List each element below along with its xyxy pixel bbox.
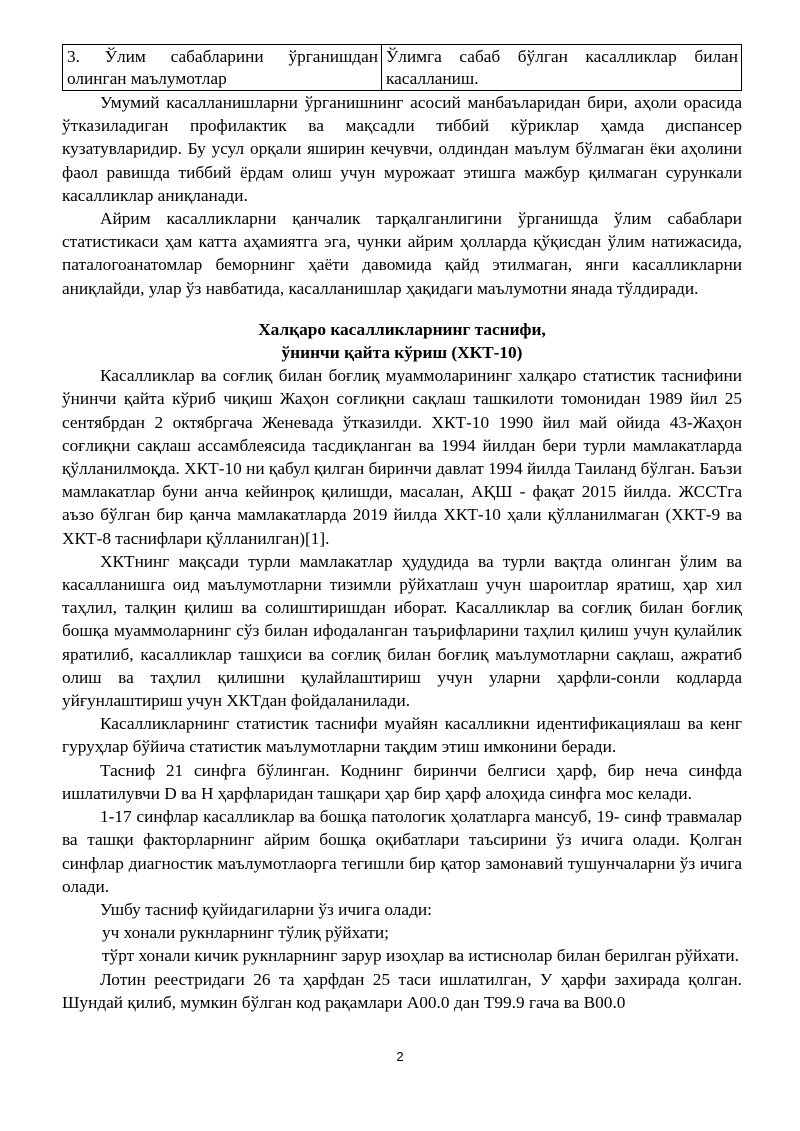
table-cell-source: 3. Ўлим сабабларини ўрганишдан олинган маълумотлар bbox=[63, 45, 382, 91]
section-heading bbox=[62, 318, 742, 364]
table-cell-result: Ўлимга сабаб бўлган касалликлар билан касалланиш. bbox=[382, 45, 742, 91]
paragraph: Айрим касалликларни қанчалик тарқалганлигини ўрганишда ўлим сабаблари статистикаси ҳам катта аҳамиятга эга, чунки айрим ҳолларда қўқисдан ўлим натижасида, паталогоанатомлар беморнинг ҳаёти давомида қайд этилмаган, янги касалликларни аниқлайди, улар ўз навбатида, касалланишлар ҳақидаги маълумотни янада тўлдиради. bbox=[62, 209, 742, 298]
paragraph: 1-17 синфлар касалликлар ва бошқа патологик ҳолатларга мансуб, 19- синф травмалар ва ташқи факторларнинг айрим бошқа оқибатлари таъсирини ўз ичига олади. Қолган синфлар диагностик маълумотлаорга тегишли бир қатор замонавий тушунчаларни ўз ичига олади. bbox=[62, 807, 742, 896]
page-number: 2 bbox=[396, 1049, 404, 1064]
list-item: уч хонали рукнларнинг тўлиқ рўйхати; bbox=[102, 923, 389, 943]
paragraph: Лотин реестридаги 26 та ҳарфдан 25 таси ишлатилган, У ҳарфи захирада қолган. Шундай қилиб, мумкин бўлган код рақамлари А00.0 дан Т99.9 гача ва В00.0 bbox=[62, 969, 742, 1012]
paragraph: Ушбу тасниф қуйидагиларни ўз ичига олади: bbox=[100, 899, 432, 919]
paragraph: Касалликлар ва соғлиқ билан боғлиқ муаммоларининг халқаро статистик таснифини ўнинчи қайта кўриб чиқиш Жаҳон соғлиқни сақлаш ташкилоти томонидан 1989 йил 25 сентябрдан 2 октябргача Женевада ўтказилди. ХКТ-10 1990 йил май ойида 43-Жаҳон соғлиқни сақлаш ассамблеясида тасдиқланган ва 1994 йилдан бери турли мамлакатларда қўлланилмоқда. ХКТ-10 ни қабул қилган биринчи давлат 1994 йилда Таиланд бўлган. Баъзи мамлакатлар буни анча кейинроқ қилишди, масалан, АҚШ - фақат 2015 йилда. ЖССТга аъзо бўлган бир қанча мамлакатларда 2019 йилда ХКТ-10 ҳали қўлланилмаган (ХКТ-9 ва ХКТ-8 таснифлари қўлланилган)[1]. bbox=[62, 366, 742, 548]
info-table bbox=[62, 44, 742, 91]
paragraph: ХКТнинг мақсади турли мамлакатлар ҳудудида ва турли вақтда олинган ўлим ва касалланишга оид маълумотларни тизимли рўйхатлаш учун шароитлар яратиш, ҳар хил таҳлил, талқин қилиш ва солиштиришдан иборат. Касалликлар ва соғлиқ билан боғлиқ бошқа муаммоларнинг сўз билан ифодаланган таърифларини таҳлил қилиш учун қулайлик яратилиб, касалликлар ташҳиси ва соғлиқ билан боғлиқ маълумотларни сақлаш, ажратиб олиш ва таҳлил қилишни қулайлаштириш учун уларни ҳарфли-сонли кодларда уйғунлаштириш учун ХКТдан фойдаланилади. bbox=[62, 551, 742, 711]
paragraph: Умумий касалланишларни ўрганишнинг асосий манбаъларидан бири, аҳоли орасида ўтказиладиган профилактик ва мақсадли тиббий кўриклар ҳамда диспансер кузатувларидир. Бу усул орқали яширин кечувчи, олдиндан маълум бўлмаган ёки аҳолини фаол равишда тиббий ёрдам олиш учун мурожаат этишга мажбур қилмаган сурункали касалликлар аниқланади. bbox=[62, 93, 742, 205]
list-item: тўрт хонали кичик рукнларнинг зарур изоҳлар ва истиснолар билан берилган рўйхати. bbox=[102, 946, 739, 966]
paragraph: Касалликларнинг статистик таснифи муайян касалликни идентификациялаш ва кенг гуруҳлар бўйича статистик маълумотларни тақдим этиш имконини беради. bbox=[62, 714, 742, 757]
document-page bbox=[62, 44, 742, 1014]
heading-line: ўнинчи қайта кўриш (ХКТ-10) bbox=[281, 343, 523, 363]
body-section bbox=[62, 364, 742, 1014]
table-row bbox=[63, 45, 742, 91]
heading-line: Халқаро касалликларнинг таснифи, bbox=[258, 319, 546, 339]
paragraph: Тасниф 21 синфга бўлинган. Коднинг биринчи белгиси ҳарф, бир неча синфда ишлатилувчи D ва H ҳарфларидан ташқари ҳар бир ҳарф алоҳида синфга мос келади. bbox=[62, 760, 742, 803]
intro-section bbox=[62, 91, 742, 300]
